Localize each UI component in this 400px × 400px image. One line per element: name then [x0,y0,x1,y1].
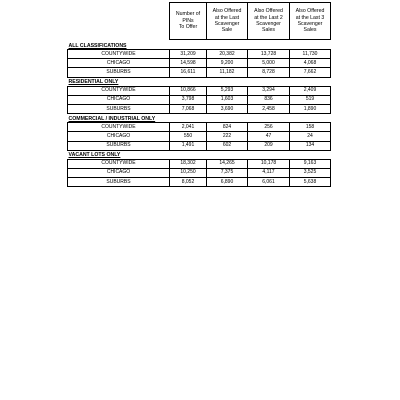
header-last-3-sales: Also Offered at the Last 3 Scavenger Sales [290,3,331,40]
row-label: SUBURBS [68,68,170,77]
row-label: COUNTYWIDE [68,86,170,95]
value-cell: 3,525 [290,168,331,177]
value-cell: 209 [248,141,290,150]
value-cell: 9,200 [207,59,248,68]
value-cell: 256 [248,123,290,132]
section-title-row [68,150,331,159]
value-cell: 14,265 [207,159,248,168]
table-row [68,95,331,104]
value-cell: 158 [290,123,331,132]
section-title-row [68,77,331,86]
table-row [68,159,331,168]
table-body [68,40,331,187]
value-cell: 222 [207,132,248,141]
value-cell: 31,209 [170,50,207,59]
row-label: SUBURBS [68,104,170,113]
row-label: CHICAGO [68,168,170,177]
section-title: VACANT LOTS ONLY [68,152,121,159]
value-cell: 7,662 [290,68,331,77]
value-cell: 24 [290,132,331,141]
section-title-row [68,114,331,123]
value-cell: 7,375 [207,168,248,177]
value-cell: 550 [170,132,207,141]
table-row [68,178,331,187]
value-cell: 10,178 [248,159,290,168]
value-cell: 3,798 [170,95,207,104]
value-cell: 2,041 [170,123,207,132]
row-label: SUBURBS [68,178,170,187]
value-cell: 13,728 [248,50,290,59]
table-row [68,104,331,113]
value-cell: 7,068 [170,104,207,113]
table-row [68,50,331,59]
value-cell: 8,052 [170,178,207,187]
value-cell: 519 [290,95,331,104]
table-row [68,59,331,68]
section-title: COMMERCIAL / INDUSTRIAL ONLY [68,115,156,122]
value-cell: 8,728 [248,68,290,77]
value-cell: 11,182 [207,68,248,77]
value-cell: 9,163 [290,159,331,168]
value-cell: 10,866 [170,86,207,95]
value-cell: 5,293 [207,86,248,95]
value-cell: 1,491 [170,141,207,150]
value-cell: 20,382 [207,50,248,59]
value-cell: 3,690 [207,104,248,113]
section-title-row [68,40,331,50]
value-cell: 5,000 [248,59,290,68]
value-cell: 1,890 [290,104,331,113]
value-cell: 6,890 [207,178,248,187]
pins-offered-table [67,2,331,187]
value-cell: 602 [207,141,248,150]
value-cell: 18,302 [170,159,207,168]
row-label: COUNTYWIDE [68,123,170,132]
table-row [68,168,331,177]
row-label: CHICAGO [68,132,170,141]
value-cell: 824 [207,123,248,132]
value-cell: 10,250 [170,168,207,177]
section-title: RESIDENTIAL ONLY [68,79,119,86]
value-cell: 4,117 [248,168,290,177]
value-cell: 2,458 [248,104,290,113]
row-label: CHICAGO [68,95,170,104]
row-label: COUNTYWIDE [68,159,170,168]
header-blank-cell [68,3,170,40]
value-cell: 1,603 [207,95,248,104]
row-label: SUBURBS [68,141,170,150]
section-title: ALL CLASSIFICATIONS [68,42,127,49]
value-cell: 4,068 [290,59,331,68]
header-last-2-sales: Also Offered at the Last 2 Scavenger Sales [248,3,290,40]
table-row [68,132,331,141]
value-cell: 14,598 [170,59,207,68]
table-row [68,86,331,95]
value-cell: 2,409 [290,86,331,95]
value-cell: 836 [248,95,290,104]
table-row [68,68,331,77]
table-row [68,123,331,132]
value-cell: 3,294 [248,86,290,95]
value-cell: 134 [290,141,331,150]
value-cell: 6,061 [248,178,290,187]
value-cell: 5,638 [290,178,331,187]
value-cell: 16,611 [170,68,207,77]
header-pins-to-offer: Number of PINs To Offer [170,3,207,40]
header-last-sale: Also Offered at the Last Scavenger Sale [207,3,248,40]
row-label: CHICAGO [68,59,170,68]
value-cell: 47 [248,132,290,141]
table-row [68,141,331,150]
row-label: COUNTYWIDE [68,50,170,59]
header-row [68,3,331,40]
value-cell: 11,730 [290,50,331,59]
